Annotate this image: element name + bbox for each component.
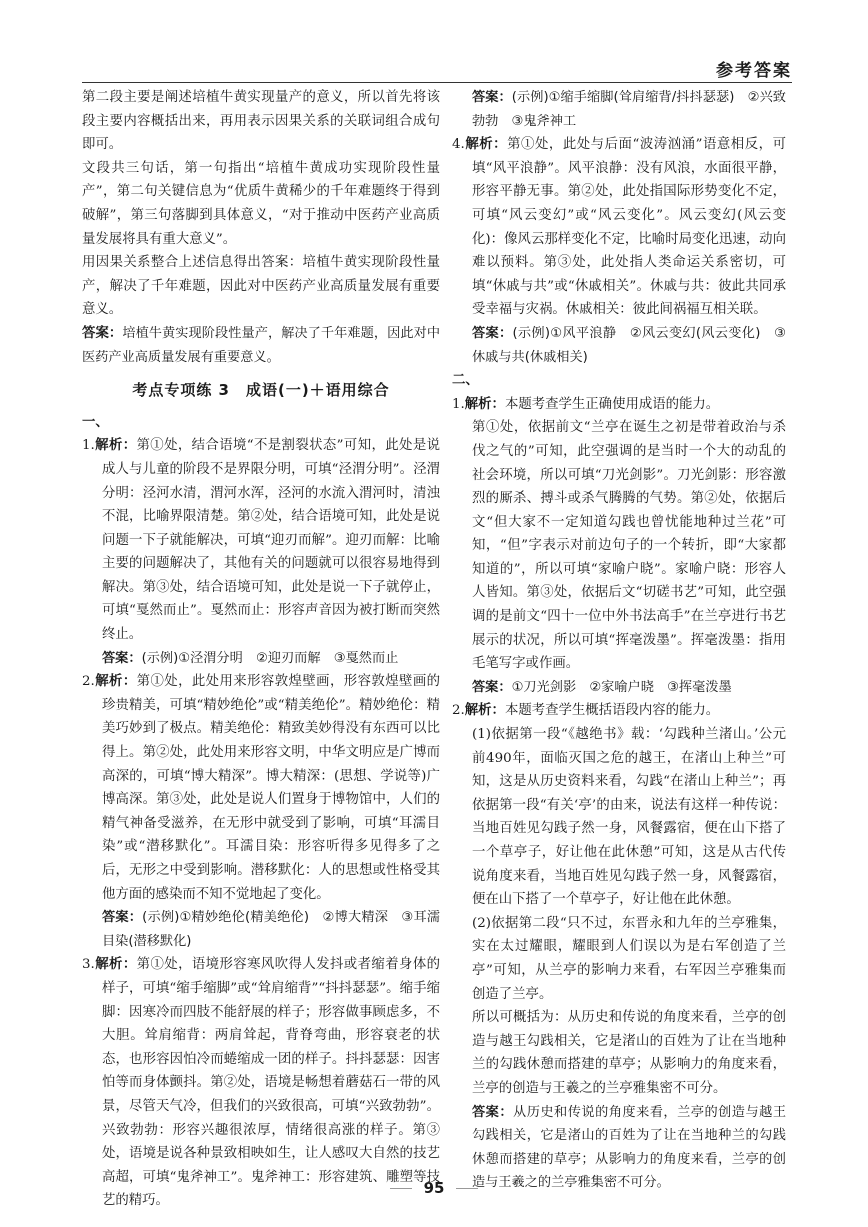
item-number: 3. xyxy=(82,957,95,973)
analysis-text: 第①处，此处用来形容敦煌壁画，形容敦煌壁画的珍贵精美，可填“精妙绝伦”或“精美绝伦”。精妙绝伦：精美巧妙到了极点。精美绝伦：精致美妙得没有东西可以比得上。第②处，此处用来形容文明，中华文明应是广博而高深的，可填“博大精深”。博大精深：(思想、学说等)广博高深。第③处，此处是说人们置身于博物馆中，人们的精气神备受滋养，在无形中就受到了影响，可填“耳濡目染”或“潜移默化”。耳濡目染：形容听得多见得多了之后，无形之中受到影响。潜移默化：人的思想或性格受其他方面的感染而不知不觉地起了变化。 xyxy=(102,674,441,902)
page-footer xyxy=(0,1178,868,1197)
footer-divider xyxy=(456,1188,478,1189)
analysis-text: 第①处，结合语境“不是割裂状态”可知，此处是说成人与儿童的阶段不是界限分明，可填“泾渭分明”。泾渭分明：泾河水清，渭河水浑，泾河的水流入渭河时，清浊不混，比喻界限清楚。第②处，结合语境可知，此处是说问题一下子就能解决，可填“迎刃而解”。迎刃而解：比喻主要的问题解决了，其他有关的问题就可以很容易地得到解决。第③处，结合语境可知，此处是说一下子就停止，可填“戛然而止”。戛然而止：形容声音因为被打断而突然终止。 xyxy=(102,438,440,643)
analysis-text: 本题考查学生正确使用成语的能力。 xyxy=(504,396,720,412)
analysis-tag: 解析： xyxy=(464,396,505,412)
question-item xyxy=(452,133,786,322)
question-item xyxy=(82,434,440,646)
analysis-paragraph: (2)依据第二段“只不过，东晋永和九年的兰亭雅集，实在太过耀眼，耀眼到人们误以为是右军创造了兰亭”可知，从兰亭的影响力来看，右军因兰亭雅集而创造了兰亭。 xyxy=(472,915,786,1002)
analysis-paragraph: (1)依据第一段“《越绝书》载：‘勾践种兰渚山。’公元前490年，面临灭国之危的越王，在渚山上种兰”可知，这是从历史资料来看，勾践“在渚山上种兰”；再依据第一段“有关‘亭’的由来，说法有这样一种传说：当地百姓见勾践子然一身，风餐露宿，便在山下搭了一个草亭子，好让他在此休憩”可知，这是从古代传说角度来看，当地百姓见勾践子然一身，风餐露宿，便在山下搭了一个草亭子，好让他在此休憩。 xyxy=(472,727,786,908)
answer-text: ①刀光剑影 ②家喻户晓 ③挥毫泼墨 xyxy=(511,679,732,695)
analysis-text: 第①处，语境形容寒风吹得人发抖或者缩着身体的样子，可填“缩手缩脚”或“耸肩缩背”“抖抖瑟瑟”。缩手缩脚：因寒冷而四肢不能舒展的样子；形容做事顾虑多，不大胆。耸肩缩背：两肩耸起，背脊弯曲，形容衰老的状态，也形容因怕冷而蜷缩成一团的样子。抖抖瑟瑟：因害怕等而身体颤抖。第②处，语境是畅想着蘑菇石一带的风景，尽管天气冷，但我们的兴致很高，可填“兴致勃勃”。兴致勃勃：形容兴趣很浓厚，情绪很高涨的样子。第③处，语境是说各种景致相映如生，让人感叹大自然的技艺高超，可填“鬼斧神工”。鬼斧神工：形容建筑、雕塑等技艺的精巧。 xyxy=(102,957,441,1209)
analysis-tag: 解析： xyxy=(94,957,137,973)
answer-text: (示例)①泾渭分明 ②迎刃而解 ③戛然而止 xyxy=(141,650,399,666)
answer-tag: 答案： xyxy=(102,910,143,926)
question-item xyxy=(452,699,786,723)
answer-line xyxy=(82,906,440,953)
answer-tag: 答案： xyxy=(472,90,512,105)
page-number: 95 xyxy=(423,1179,445,1197)
answer-line xyxy=(452,86,786,133)
intro-paragraph: 文段共三句话，第一句指出“培植牛黄成功实现阶段性量产”，第二句关键信息为“优质牛黄稀少的千年难题终于得到破解”，第三句落脚到具体意义，“对于推动中医药产业高质量发展将具有重大意义”。 xyxy=(82,160,440,247)
answer-tag: 答案： xyxy=(82,325,123,341)
part-heading: 一、 xyxy=(82,414,109,430)
answer-text: (示例)①风平浪静 ②风云变幻(风云变化) ③休戚与共(休戚相关) xyxy=(472,325,787,365)
question-item xyxy=(82,670,440,906)
analysis-paragraph: 第①处，依据前文“兰亭在诞生之初是带着政治与杀伐之气的”可知，此空强调的是当时一个大的动乱的社会环境，所以可填“刀光剑影”。刀光剑影：形容激烈的厮杀、搏斗或杀气腾腾的气势。第②处，依据后文“但大家不一定知道勾践也曾忧能地种过兰花”可知，“但”字表示对前边句子的一个转折，即“大家都知道的”，所以可填“家喻户晓”。家喻户晓：形容人人皆知。第③处，依据后文“切磋书艺”可知，此空强调的是前文“四十一位中外书法高手”在兰亭进行书艺展示的状况，所以可填“挥毫泼墨”。挥毫泼墨：指用毛笔写字或作画。 xyxy=(472,420,786,672)
question-item xyxy=(82,953,440,1213)
answer-text: (示例)①精妙绝伦(精美绝伦) ②博大精深 ③耳濡目染(潜移默化) xyxy=(102,910,441,949)
analysis-tag: 解析： xyxy=(94,438,137,454)
part-heading: 二、 xyxy=(452,373,479,389)
item-number: 2. xyxy=(452,703,465,719)
analysis-paragraph: 所以可概括为：从历史和传说的角度来看，兰亭的创造与越王勾践相关，它是渚山的百姓为了让在当地种兰的勾践休憩而搭建的草亭；从影响力的角度来看，兰亭的创造与王羲之的兰亭雅集密不可分。 xyxy=(472,1010,786,1096)
intro-paragraph: 用因果关系整合上述信息得出答案：培植牛黄实现阶段性量产，解决了千年难题，因此对中医药产业高质量发展有重要意义。 xyxy=(82,255,440,318)
header-rule xyxy=(82,82,792,83)
header-label: 参考答案 xyxy=(716,61,792,81)
analysis-tag: 解析： xyxy=(464,703,505,719)
right-column xyxy=(452,86,786,1195)
left-column xyxy=(82,86,440,1213)
answer-text: 培植牛黄实现阶段性量产，解决了千年难题，因此对中医药产业高质量发展有重要意义。 xyxy=(82,325,441,365)
answer-tag: 答案： xyxy=(472,679,512,695)
analysis-text: 本题考查学生概括语段内容的能力。 xyxy=(504,703,720,719)
section-title: 考点专项练 3 成语(一)＋语用综合 xyxy=(132,381,390,400)
item-number: 4. xyxy=(452,137,465,153)
answer-line xyxy=(452,676,786,700)
answer-line xyxy=(452,322,786,369)
answer-line xyxy=(82,647,440,671)
analysis-tag: 解析： xyxy=(464,137,508,153)
item-number: 2. xyxy=(82,674,95,690)
question-item xyxy=(452,393,786,417)
analysis-tag: 解析： xyxy=(94,674,137,690)
answer-tag: 答案： xyxy=(472,325,513,341)
analysis-text: 第①处，此处与后面“波涛汹涌”语意相反，可填“风平浪静”。风平浪静：没有风浪，水面很平静，形容平静无事。第②处，此处指国际形势变化不定，可填“风云变幻”或“风云变化”。风云变幻(风云变化)：像风云那样变化不定，比喻时局变化迅速，动向难以预料。第③处，此处指人类命运关系密切，可填“休戚与共”或“休戚相关”。休戚与共：彼此共同承受幸福与灾祸。休戚相关：彼此间祸福互相关联。 xyxy=(472,137,786,318)
answer-text: (示例)①缩手缩脚(耸肩缩背/抖抖瑟瑟) ②兴致勃勃 ③鬼斧神工 xyxy=(472,90,786,129)
page-header xyxy=(0,12,868,81)
footer-divider xyxy=(390,1188,412,1189)
answer-tag: 答案： xyxy=(472,1104,514,1120)
intro-answer xyxy=(82,322,440,369)
answer-tag: 答案： xyxy=(102,650,142,666)
intro-paragraph: 第二段主要是阐述培植牛黄实现量产的意义，所以首先将该段主要内容概括出来，再用表示因果关系的关联词组合成句即可。 xyxy=(82,90,440,153)
item-number: 1. xyxy=(82,438,95,454)
answer-text: 从历史和传说的角度来看，兰亭的创造与越王勾践相关，它是渚山的百姓为了让在当地种兰的勾践休憩而搭建的草亭；从影响力的角度来看，兰亭的创造与王羲之的兰亭雅集密不可分。 xyxy=(472,1104,787,1191)
item-number: 1. xyxy=(452,396,465,412)
